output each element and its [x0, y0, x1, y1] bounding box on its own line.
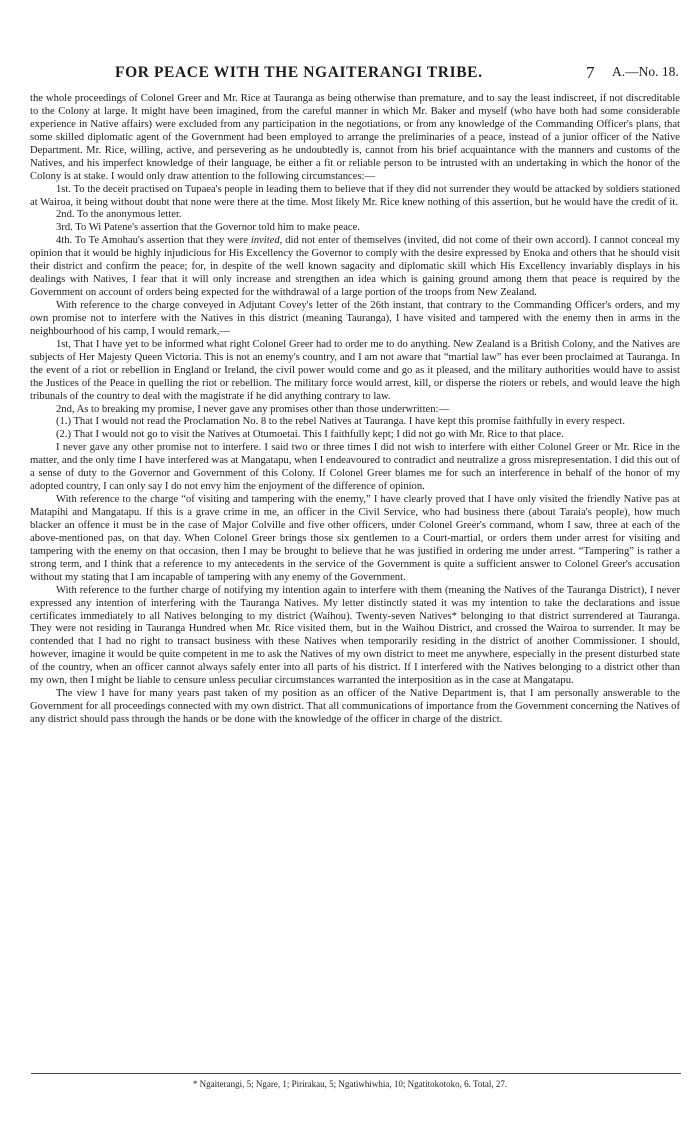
- running-title: FOR PEACE WITH THE NGAITERANGI TRIBE.: [115, 64, 483, 81]
- page-header: [0, 64, 700, 86]
- fourth-circumstance-rest: did not enter of themselves (invited, did not come of their own accord). I cannot conceal my opinion that it would be highly injudicious for His Excellency the Governor to comply with the desire expressed by Enoka and others that he should visit their district and confirm the peace; for, in despite of the well known sagacity and diplomatic skill which His Excellency invariably displays in his dealings with Natives, I fear that it will only increase and strengthen an idea which is gaining ground among them that peace is required by the Government on account of orders being expected for the withdrawal of a large portion of the troops from New Zealand.: [30, 235, 680, 299]
- document-reference: A.—No. 18.: [612, 64, 679, 79]
- paragraph-no-other-promise: I never gave any other promise not to interfere. I said two or three times I did not wish to interfere with either Colonel Greer or Mr. Rice in the matter, and the only time I have interfered was at Mangatapu, when I endeavoured to contradict and neutralize a gross misrepresentation. I did this out of a sense of duty to the Governor and Government of this Colony. If Colonel Greer blames me for such an interference in behalf of the honor of my adopted country, I can only say I do not envy him the enjoyment of the difference of opinion.: [30, 442, 680, 493]
- paragraph-third-circumstance: 3rd. To Wi Patene's assertion that the Governor told him to make peace.: [56, 222, 360, 234]
- paragraph-second-remark: 2nd, As to breaking my promise, I never gave any promises other than those underwritten:—: [56, 403, 450, 415]
- paragraph-promise-two: (2.) That I would not go to visit the Natives at Otumoetai. This I faithfully kept; I did not go with Mr. Rice to that place.: [56, 429, 564, 441]
- footnote: * Ngaiterangi, 5; Ngare, 1; Pirirakau, 5; Ngatiwhiwhia, 10; Ngatitokotoko, 6. Total, 27.: [192, 1079, 508, 1089]
- paragraph-department-view: The view I have for many years past taken of my position as an officer of the Native Department is, that I am personally answerable to the Government for all proceedings connected with my own district. That all communications of importance from the Government concerning the Natives of any district should pass through the hands or be done with the knowledge of the officer in charge of the district.: [30, 688, 680, 725]
- fourth-circumstance-emphasis: invited,: [250, 235, 283, 247]
- paragraph-tampering-charge: With reference to the charge “of visiting and tampering with the enemy,” I have clearly proved that I have only visited the friendly Native pas at Matapihi and Mangatapu. If this is a grave crime in me, an officer in the Civil Service, who had business there (about Taraia's people), how much blacker an offence it must be in the case of Major Colville and five other officers, under Colonel Greer's command, whom I saw, three at each of the above-mentioned pas, on that day. When Colonel Greer brings those six gentlemen to a Court-martial, or orders them under arrest for visiting and tampering with the enemy on that occasion, then I may be brought to believe that he was justified in ordering me under arrest. “Tampering” is rather a strong term, and I think that a reference to my antecedents in the service of the Government is quite a sufficient answer to Colonel Greer's accusation without my stating that I am incapable of tampering with any enemy of the Government.: [30, 494, 680, 583]
- page-number: 7: [586, 63, 595, 82]
- paragraph-first-remark: 1st, That I have yet to be informed what right Colonel Greer had to order me to do anything. New Zealand is a British Colony, and the Natives are subjects of Her Majesty Queen Victoria. This is not an enemy's country, and I am not aware that “martial law” has ever been proclaimed at Tauranga. In the event of a riot or rebellion in England or Ireland, the civil power would come and go as it pleased, and the military authorities would have to assist the Justices of the Peace in quelling the riot or rebellion. The military force would arrest, kill, or disperse the rioters or rebels, and would leave the high tribunals of the country to deal with the magistrate if he did anything contrary to law.: [30, 338, 680, 402]
- paragraph-first-circumstance: 1st. To the deceit practised on Tupaea's people in leading them to believe that if they did not surrender they would be attacked by soldiers stationed at Wairoa, it being without doubt that none were there at the time. Most likely Mr. Rice knew nothing of this assertion, but he would have the credit of it.: [30, 183, 680, 208]
- fourth-circumstance-lead: 4th. To Te Amohau's assertion that they were: [56, 235, 248, 247]
- paragraph-further-charge: With reference to the further charge of notifying my intention again to interfere with them (meaning the Natives of the Tauranga District), I never expressed any intention of interfering with the Tauranga Natives. My letter distinctly stated it was my intention to take the declarations and issue certificates immediately to all Natives belonging to my district (Waihou). Twenty-seven Natives* belonging to that district surrendered at Tauranga. They were not residing in Tauranga Hundred when Mr. Rice visited them, but in the Waihou District, and crossed the Wairoa to surrender. It may be contended that I had no right to transact business with these Natives when temporarily residing in the district of another Commissioner. I should, however, imagine it would be quite competent in me to ask the Natives of my own district to meet me anywhere, especially in the present disturbed state of the country, when an officer cannot always safely enter into all parts of his district. If I interfered with the Natives belonging to a district other than my own, then I might be liable to censure unless peculiar circumstances warranted the interposition as in the case at Mangatapu.: [30, 584, 680, 687]
- paragraph-fourth-circumstance: [30, 235, 680, 300]
- body-text: [30, 93, 680, 727]
- paragraph-continuation: the whole proceedings of Colonel Greer and Mr. Rice at Tauranga as being otherwise than premature, and to say the least indiscreet, if not discreditable to the Colony at large. It might have been imagined, from the careful manner in which Mr. Baker and myself (who have both had some considerable experience in Native affairs) were excluded from any participation in the negotiations, or from any knowledge of the Commanding Officer's plans, that some skilled diplomatic agent of the Government had been employed to arrange the preliminaries of a peace, instead of a junior officer of the Native Department. Mr. Rice, willing, active, and persevering as he undoubtedly is, cannot from his brief acquaintance with the manners and customs of the Natives, and his imperfect knowledge of their language, be either a fit or reliable person to be intrusted with an undertaking in which the honor of the Colony is at stake. I would only draw attention to the following circumstances:—: [30, 93, 680, 182]
- paragraph-second-circumstance: 2nd. To the anonymous letter.: [56, 209, 182, 221]
- paragraph-covey-charge: With reference to the charge conveyed in Adjutant Covey's letter of the 26th instant, that contrary to the Commanding Officer's orders, and my own promise not to interfere with the Natives in this district (meaning Tauranga), I have visited and tampered with the enemy then in arms in the neighbourhood of his camp, I would remark,—: [30, 300, 680, 337]
- footnote-divider: [31, 1073, 681, 1074]
- paragraph-promise-one: (1.) That I would not read the Proclamation No. 8 to the rebel Natives at Tauranga. I have kept this promise faithfully in every respect.: [56, 416, 625, 428]
